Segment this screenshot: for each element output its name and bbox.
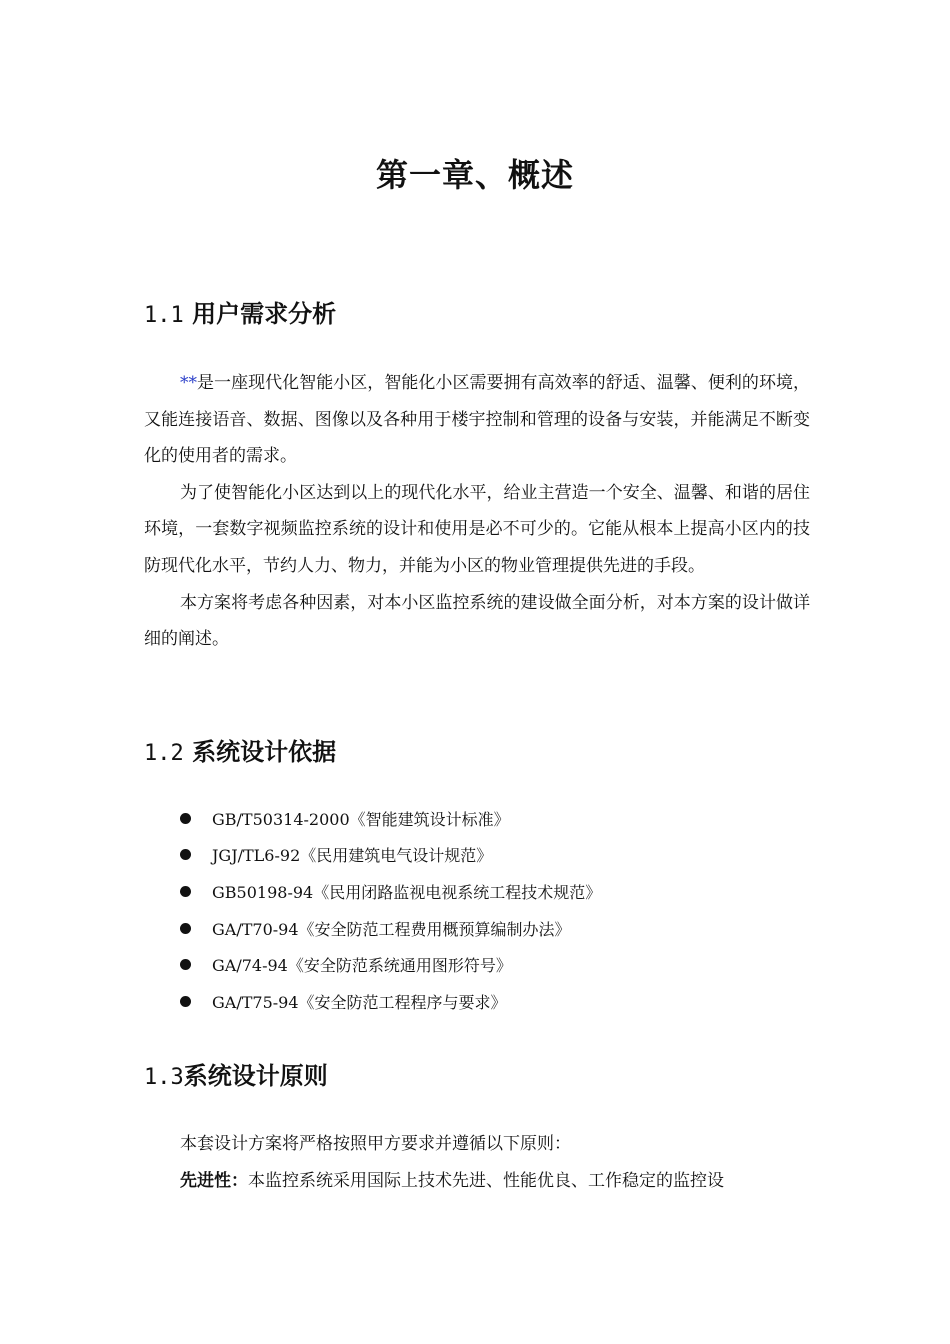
bullet-icon xyxy=(180,959,191,970)
list-item: GA/T75-94《安全防范工程程序与要求》 xyxy=(178,983,601,1020)
section-title: 用户需求分析 xyxy=(192,300,337,328)
paragraph: 本套设计方案将严格按照甲方要求并遵循以下原则： xyxy=(180,1134,571,1154)
section-number: 1.1 xyxy=(144,303,184,328)
bullet-icon xyxy=(180,996,191,1007)
standards-list xyxy=(178,800,601,1020)
section-title: 系统设计依据 xyxy=(192,738,337,766)
paragraph: **是一座现代化智能小区，智能化小区需要拥有高效率的舒适、温馨、便利的环境，又能连接语音、数据、图像以及各种用于楼宇控制和管理的设备与安装，并能满足不断变化的使用者的需求。 xyxy=(144,373,810,467)
chapter-title: 第一章、概述 xyxy=(375,156,574,194)
section-1-1-body xyxy=(144,365,810,658)
list-item: GA/74-94《安全防范系统通用图形符号》 xyxy=(178,946,601,983)
bullet-icon xyxy=(180,813,191,824)
section-heading-1-1 xyxy=(144,294,336,329)
list-item: GB50198-94《民用闭路监视电视系统工程技术规范》 xyxy=(178,873,601,910)
paragraph: 本方案将考虑各种因素，对本小区监控系统的建设做全面分析，对本方案的设计做详细的阐述。 xyxy=(144,592,810,650)
section-title: 系统设计原则 xyxy=(183,1062,328,1090)
section-number: 1.3 xyxy=(144,1065,184,1090)
bullet-icon xyxy=(180,849,191,860)
placeholder-marker: ** xyxy=(180,373,197,393)
section-number: 1.2 xyxy=(144,741,184,766)
section-heading-1-3 xyxy=(144,1056,328,1091)
section-heading-1-2 xyxy=(144,732,336,767)
bullet-icon xyxy=(180,923,191,934)
principle-label: 先进性： xyxy=(180,1170,248,1191)
bullet-icon xyxy=(180,886,191,897)
paragraph: 为了使智能化小区达到以上的现代化水平，给业主营造一个安全、温馨、和谐的居住环境，一套数字视频监控系统的设计和使用是必不可少的。它能从根本上提高小区内的技防现代化水平，节约人力、物力，并能为小区的物业管理提供先进的手段。 xyxy=(144,482,810,576)
section-1-3-body xyxy=(180,1126,810,1199)
list-item: JGJ/TL6-92《民用建筑电气设计规范》 xyxy=(178,837,601,874)
list-item: GA/T70-94《安全防范工程费用概预算编制办法》 xyxy=(178,910,601,947)
list-item: GB/T50314-2000《智能建筑设计标准》 xyxy=(178,800,601,837)
principle-text: 本监控系统采用国际上技术先进、性能优良、工作稳定的监控设 xyxy=(248,1170,724,1191)
paragraph xyxy=(180,1163,810,1200)
